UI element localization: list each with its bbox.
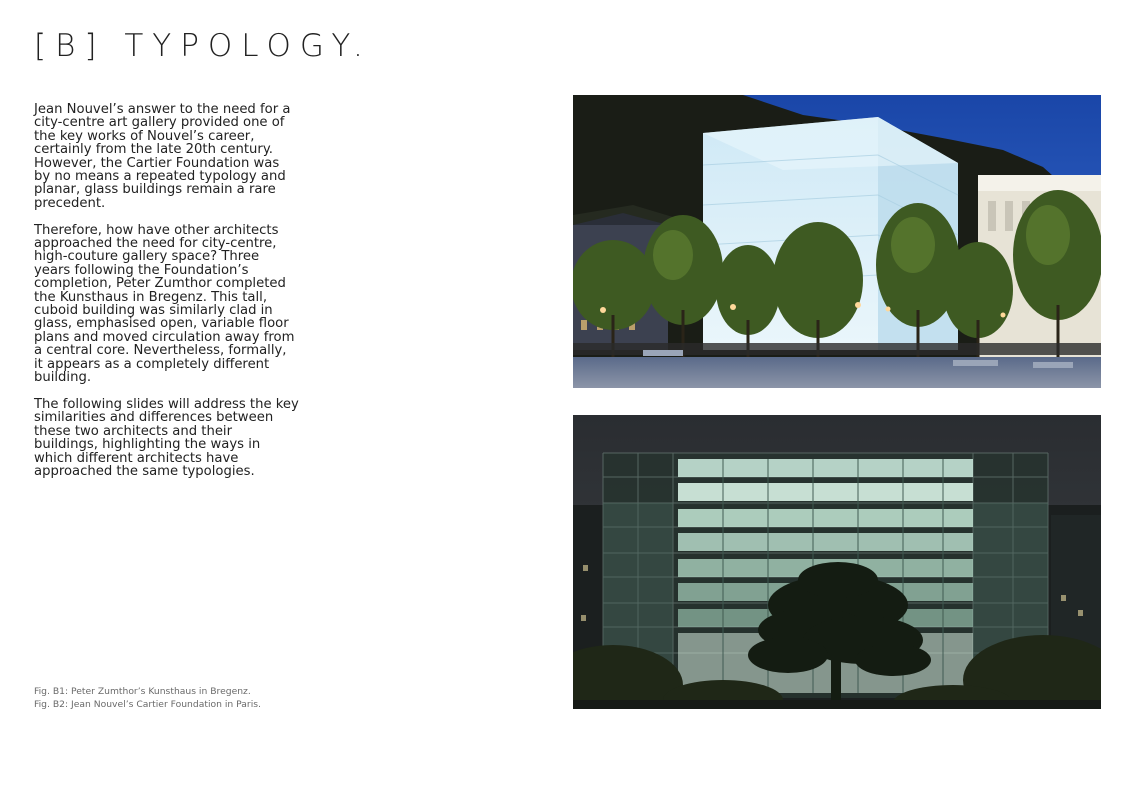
body-text bbox=[34, 103, 299, 492]
kunsthaus-bregenz-photo bbox=[573, 95, 1101, 388]
figure-captions bbox=[34, 685, 261, 711]
paragraph-2: Therefore, how have other architects approached the need for city-centre, high-couture gallery space? Three years following the Foundation’s completion, Peter Zumthor completed the Kunsthaus in Bregenz. This tall, cuboid building was similarly clad in glass, emphasised open, variable floor plans and moved circulation away from a central core. Nevertheless, formally, it appears as a completely different building. bbox=[34, 222, 295, 386]
caption-fig-b2: Fig. B2: Jean Nouvel’s Cartier Foundation in Paris. bbox=[34, 699, 261, 710]
paragraph-3: The following slides will address the key similarities and differences between these two architects and their buildings, highlighting the ways in which different architects have approached the same typologies. bbox=[34, 396, 299, 479]
caption-fig-b1: Fig. B1: Peter Zumthor’s Kunsthaus in Bregenz. bbox=[34, 686, 251, 697]
page-title: [B] TYPOLOGY. bbox=[34, 28, 372, 64]
cartier-foundation-photo bbox=[573, 415, 1101, 709]
paragraph-1: Jean Nouvel’s answer to the need for a city-centre art gallery provided one of the key works of Nouvel’s career, certainly from the late 20th century. However, the Cartier Foundation was by no means a repeated typology and planar, glass buildings remain a rare precedent. bbox=[34, 102, 291, 211]
